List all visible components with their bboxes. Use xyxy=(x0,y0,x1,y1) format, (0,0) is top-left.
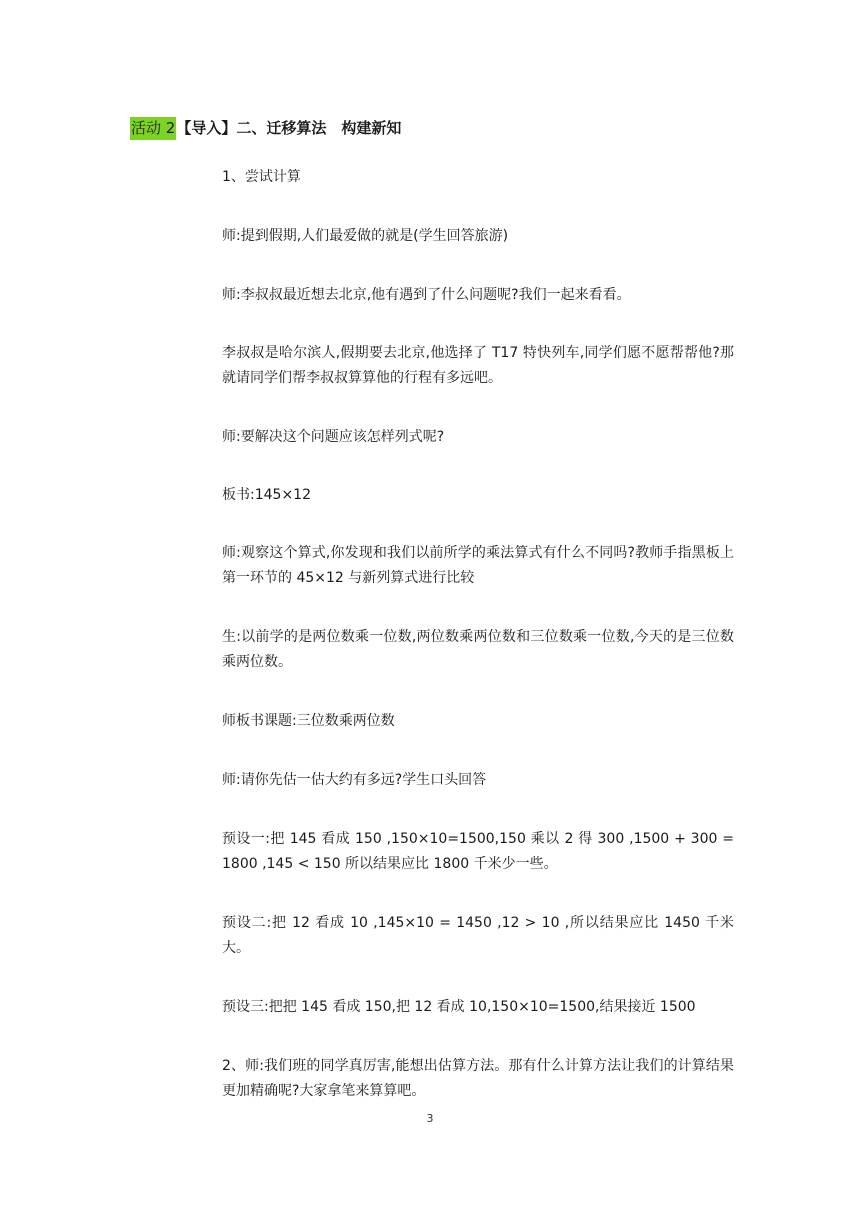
paragraph-preset-one: 预设一:把 145 看成 150 ,150×10=1500,150 乘以 2 得 300 ,1500 + 300 = 1800 ,145 < 150 所以结果应比 1800 千米少一些。 xyxy=(222,831,734,872)
paragraph-preset-two: 预设二:把 12 看成 10 ,145×10 = 1450 ,12 > 10 ,所以结果应比 1450 千米大。 xyxy=(222,915,734,956)
paragraph-preset-three: 预设三:把把 145 看成 150,把 12 看成 10,150×10=1500,结果接近 1500 xyxy=(222,999,696,1015)
paragraph-student-answer: 生:以前学的是两位数乘一位数,两位数乘两位数和三位数乘一位数,今天的是三位数乘两位数。 xyxy=(222,629,734,670)
paragraph-precise-method: 2、师:我们班的同学真厉害,能想出估算方法。那有什么计算方法让我们的计算结果更加精确呢?大家拿笔来算算吧。 xyxy=(222,1058,734,1099)
paragraph-holiday-question: 师:提到假期,人们最爱做的就是(学生回答旅游) xyxy=(222,228,509,244)
paragraph-uncle-li-problem: 师:李叔叔最近想去北京,他有遇到了什么问题呢?我们一起来看看。 xyxy=(222,287,631,303)
paragraph-train-story: 李叔叔是哈尔滨人,假期要去北京,他选择了 T17 特快列车,同学们愿不愿帮帮他?那就请同学们帮李叔叔算算他的行程有多远吧。 xyxy=(222,345,734,386)
section-title: 【导入】二、迁移算法 构建新知 xyxy=(176,119,402,137)
section-heading xyxy=(130,117,401,139)
paragraph-how-to-list: 师:要解决这个问题应该怎样列式呢? xyxy=(222,429,445,445)
page-number: 3 xyxy=(426,1112,434,1125)
paragraph-lesson-title: 师板书课题:三位数乘两位数 xyxy=(222,713,395,729)
paragraph-observe-difference: 师:观察这个算式,你发现和我们以前所学的乘法算式有什么不同吗?教师手指黑板上第一环节的 45×12 与新列算式进行比较 xyxy=(222,545,734,586)
paragraph-board-equation: 板书:145×12 xyxy=(222,487,311,503)
paragraph-try-calculate: 1、尝试计算 xyxy=(222,169,301,185)
paragraph-estimate-prompt: 师:请你先估一估大约有多远?学生口头回答 xyxy=(222,772,487,788)
activity-tag: 活动 2 xyxy=(130,117,176,140)
